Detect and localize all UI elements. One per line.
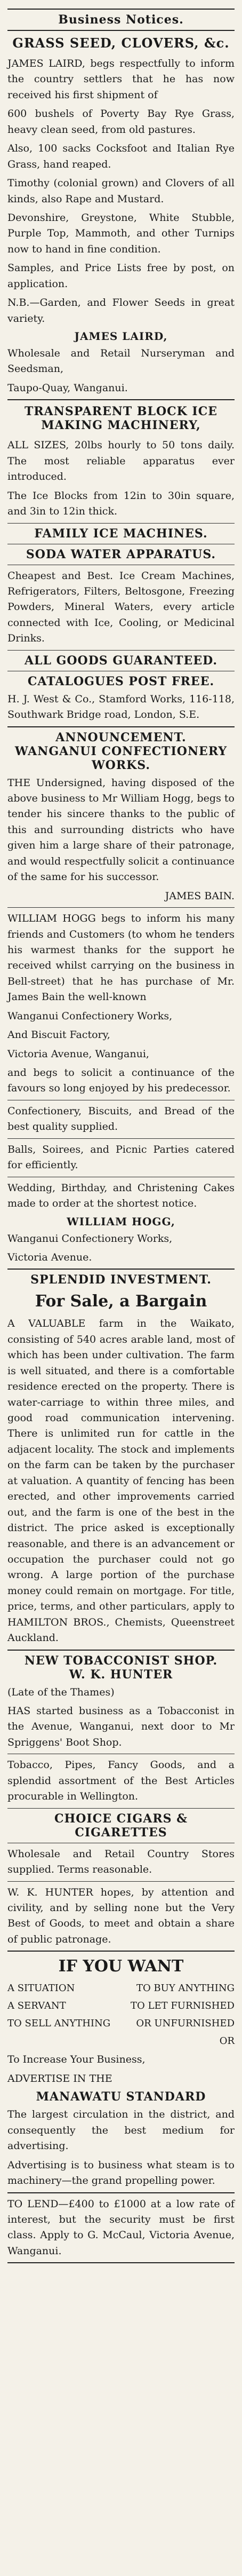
hogg-works1: Wanganui Confectionery Works, — [7, 1010, 173, 1022]
ice-company: H. J. West & Co., Stamford Works, 116-118, Southwark Bridge road, London, S.E. — [7, 693, 235, 721]
announcement-heading: ANNOUNCEMENT. — [55, 730, 187, 744]
family-ice-heading: FAMILY ICE MACHINES. — [34, 526, 208, 541]
grass-name: JAMES LAIRD, — [74, 330, 168, 343]
want-left-0: A SITUATION — [7, 1983, 75, 1994]
loan-body: TO LEND—£400 to £1000 at a low rate of interest, but the security must be first class. Apply to G. McCaul, Victoria Avenue, Wanganui. — [7, 2198, 235, 2257]
grass-item-1: 600 bushels of Poverty Bay Rye Grass, heavy clean seed, from old pastures. — [7, 108, 235, 136]
grass-intro: JAMES LAIRD, begs respectfully to inform the country settlers that he has now received his first shipment of — [7, 58, 235, 101]
hogg-works2: And Biscuit Factory, — [7, 1029, 110, 1041]
hogg-body2: and begs to solicit a continuance of the favours so long enjoyed by his predecessor. — [7, 1067, 235, 1095]
want-line2: ADVERTISE IN THE — [7, 2072, 112, 2084]
announcement-title: WANGANUI CONFECTIONERY WORKS. — [14, 744, 228, 772]
ice-body2: Cheapest and Best. Ice Cream Machines, Refrigerators, Filters, Beltosgone, Freezing Powders, Mineral Waters, every article connected with Ice, Cooling, or Medicinal Drinks. — [7, 569, 235, 645]
tobacco-name: W. K. HUNTER — [69, 1667, 173, 1682]
hogg-line1: Confectionery, Biscuits, and Bread of the best quality supplied. — [7, 1105, 235, 1133]
hogg-line2: Balls, Soirees, and Picnic Parties catered for efficiently. — [7, 1143, 235, 1171]
hogg-address: Victoria Avenue. — [7, 1251, 92, 1263]
want-right-0: TO BUY ANYTHING — [136, 1983, 235, 1994]
tobacco-body: HAS started business as a Tobacconist in the Avenue, Wanganui, next door to Mr Spriggens' Boot Shop. — [7, 1705, 235, 1748]
want-right-2: OR UNFURNISHED — [136, 2017, 235, 2029]
want-body2: Advertising is to business what steam is to machinery—the grand propelling power. — [7, 2159, 235, 2187]
want-right-1: TO LET FURNISHED — [131, 2000, 235, 2012]
ice-body: ALL SIZES, 20lbs hourly to 50 tons daily. The most reliable apparatus ever introduced. — [7, 439, 235, 483]
grass-role: Wholesale and Retail Nurseryman and Seedsman, — [7, 347, 235, 375]
grass-address: Taupo-Quay, Wanganui. — [7, 382, 128, 394]
tobacco-line2: Wholesale and Retail Country Stores supplied. Terms reasonable. — [7, 1848, 235, 1876]
want-left-1: A SERVANT — [7, 2000, 66, 2012]
want-heading: IF YOU WANT — [58, 1957, 184, 1976]
hogg-intro: WILLIAM HOGG begs to inform his many friends and Customers (to whom he tenders his warmest thanks for the support he received whilst carrying on the business in Bell-street) that he has purchase of Mr. James Bain the well-known — [7, 913, 235, 1003]
grass-item-4: Devonshire, Greystone, White Stubble, Purple Top, Mammoth, and other Turnips now to hand in fine condition. — [7, 211, 235, 255]
want-grid — [7, 1981, 235, 2049]
farm-heading: SPLENDID INVESTMENT. — [30, 1273, 212, 1287]
grass-nb: N.B.—Garden, and Flower Seeds in great variety. — [7, 297, 235, 324]
ice-heading: TRANSPARENT BLOCK ICE MAKING MACHINERY, — [24, 405, 217, 433]
grass-item-2: Also, 100 sacks Cocksfoot and Italian Rye Grass, hand reaped. — [7, 142, 235, 170]
announcement-body: THE Undersigned, having disposed of the above business to Mr William Hogg, begs to tender his sincere thanks to the public of this and surrounding districts who have given him a large share of their patronage, and would respectfully solicit a continuance of the same for his successor. — [7, 776, 235, 883]
hogg-works3: Victoria Avenue, Wanganui, — [7, 1048, 149, 1060]
ice-guarantee: ALL GOODS GUARANTEED. — [24, 653, 218, 668]
tobacco-heading: NEW TOBACCONIST SHOP. — [24, 1653, 218, 1668]
want-right-3: OR — [219, 2035, 235, 2047]
ice-line2: The Ice Blocks from 12in to 30in square, and 3in to 12in thick. — [7, 489, 235, 518]
want-body: The largest circulation in the district, and consequently the best medium for advertising. — [7, 2109, 235, 2152]
ice-catalogues: CATALOGUES POST FREE. — [27, 674, 215, 688]
tobacco-line1: Tobacco, Pipes, Fancy Goods, and a splendid assortment of the Best Articles procurable in Wellington. — [7, 1759, 235, 1803]
want-left-3 — [7, 2034, 116, 2049]
grass-item-3: Timothy (colonial grown) and Clovers of all kinds, also Rape and Mustard. — [7, 177, 235, 205]
hogg-role: Wanganui Confectionery Works, — [7, 1232, 173, 1245]
tobacco-late: (Late of the Thames) — [7, 1686, 115, 1698]
hogg-name: WILLIAM HOGG, — [67, 1215, 175, 1228]
farm-body: A VALUABLE farm in the Waikato, consisting of 540 acres arable land, most of which has been under cultivation. The farm is well situated, and there is a comfortable residence erected on the property. There is water-carriage to within three miles, and good road communication intervening. There is unlimited run for cattle in the adjacent locality. The stock and implements on the farm can be taken by the purchaser at valuation. A quantity of fencing has been erected, and other improvements carried out, and the farm is one of the best in the district. The price asked is exceptionally reasonable, and there is an advancement or occupation the purchaser could not go wrong. A large portion of the purchase money could remain on mortgage. For title, price, terms, and other particulars, apply to HAMILTON BROS., Chemists, Queenstreet Auckland. — [7, 1318, 235, 1644]
section-title: Business Notices. — [58, 13, 184, 27]
soda-heading: SODA WATER APPARATUS. — [26, 547, 216, 561]
want-line1: To Increase Your Business, — [7, 2054, 146, 2066]
farm-title: For Sale, a Bargain — [35, 1292, 207, 1311]
want-paper: MANAWATU STANDARD — [36, 2090, 206, 2104]
grass-seed-heading: GRASS SEED, CLOVERS, &c. — [12, 35, 230, 51]
tobacco-line3: W. K. HUNTER hopes, by attention and civility, and by selling none but the Very Best of Goods, to meet and obtain a share of public patronage. — [7, 1886, 235, 1945]
cigars-heading: CHOICE CIGARS & CIGARETTES — [54, 1811, 188, 1840]
want-left-2: TO SELL ANYTHING — [7, 2017, 111, 2029]
announcement-sign: JAMES BAIN. — [165, 890, 235, 902]
grass-samples: Samples, and Price Lists free by post, on application. — [7, 262, 235, 290]
hogg-line3: Wedding, Birthday, and Christening Cakes made to order at the shortest notice. — [7, 1182, 235, 1210]
